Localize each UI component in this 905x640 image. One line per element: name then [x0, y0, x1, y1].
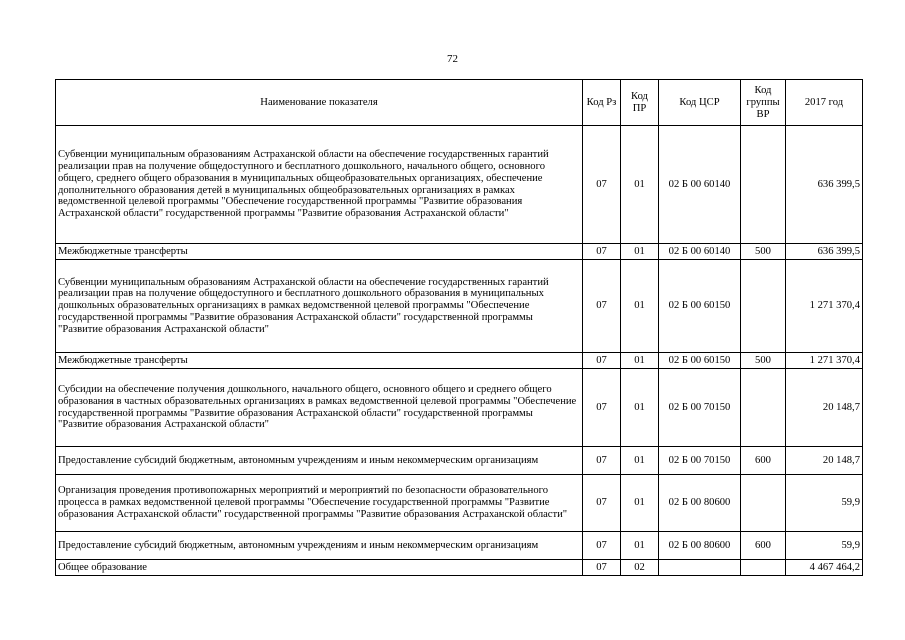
row-amount: 636 399,5 [786, 244, 863, 260]
row-csr [659, 560, 741, 576]
row-csr: 02 Б 00 60140 [659, 126, 741, 244]
row-vr [741, 126, 786, 244]
row-name: Организация проведения противопожарных мероприятий и мероприятий по безопасности образовательного процесса в рамках ведомственной целевой программы "Обеспечение государственной программы "Развитие образования Астраханской области" государственной программы "Развитие образования Астраханской области" [56, 475, 583, 532]
row-vr: 500 [741, 244, 786, 260]
row-pr: 01 [621, 244, 659, 260]
row-amount: 20 148,7 [786, 447, 863, 475]
row-name: Субвенции муниципальным образованиям Астраханской области на обеспечение государственных гарантий реализации прав на получение общедоступного и бесплатного дошкольного, начального общего, основного общего, среднего общего образования в муниципальных общеобразовательных организациях, обеспечение дополнительного образования детей в муниципальных общеобразовательных организациях в рамках ведомственной целевой программы "Обеспечение государственной программы "Развитие образования Астраханской области" государственной программы "Развитие образования Астраханской области" [56, 126, 583, 244]
header-name: Наименование показателя [56, 80, 583, 126]
row-vr [741, 260, 786, 353]
row-name: Межбюджетные трансферты [56, 353, 583, 369]
row-pr: 02 [621, 560, 659, 576]
header-pr: Код ПР [621, 80, 659, 126]
row-name: Субвенции муниципальным образованиям Астраханской области на обеспечение государственных гарантий реализации прав на получение общедоступного и бесплатного дошкольного образования в муниципальных дошкольных образовательных организациях в рамках ведомственной целевой программы "Обеспечение государственной программы "Развитие образования Астраханской области" государственной программы "Развитие образования Астраханской области" [56, 260, 583, 353]
table-header-row [56, 80, 863, 126]
row-vr [741, 475, 786, 532]
row-csr: 02 Б 00 70150 [659, 447, 741, 475]
header-csr: Код ЦСР [659, 80, 741, 126]
row-name: Предоставление субсидий бюджетным, автономным учреждениям и иным некоммерческим организациям [56, 532, 583, 560]
row-amount: 59,9 [786, 532, 863, 560]
row-csr: 02 Б 00 60150 [659, 260, 741, 353]
row-rz: 07 [583, 126, 621, 244]
row-vr: 600 [741, 447, 786, 475]
row-rz: 07 [583, 475, 621, 532]
table-row [56, 447, 863, 475]
row-amount: 20 148,7 [786, 369, 863, 447]
table-row [56, 369, 863, 447]
row-name: Предоставление субсидий бюджетным, автономным учреждениям и иным некоммерческим организациям [56, 447, 583, 475]
row-pr: 01 [621, 369, 659, 447]
row-vr: 500 [741, 353, 786, 369]
row-rz: 07 [583, 447, 621, 475]
table-row [56, 560, 863, 576]
row-vr: 600 [741, 532, 786, 560]
row-amount: 1 271 370,4 [786, 260, 863, 353]
row-rz: 07 [583, 560, 621, 576]
table-row [56, 475, 863, 532]
page-number: 72 [447, 53, 458, 65]
header-year: 2017 год [786, 80, 863, 126]
row-rz: 07 [583, 532, 621, 560]
row-csr: 02 Б 00 70150 [659, 369, 741, 447]
row-amount: 59,9 [786, 475, 863, 532]
row-amount: 1 271 370,4 [786, 353, 863, 369]
table-row [56, 260, 863, 353]
row-name: Субсидии на обеспечение получения дошкольного, начального общего, основного общего и среднего общего образования в частных образовательных организациях в рамках ведомственной целевой программы "Обеспечение государственной программы "Развитие образования Астраханской области" государственной программы "Развитие образования Астраханской области" [56, 369, 583, 447]
row-csr: 02 Б 00 60140 [659, 244, 741, 260]
row-vr [741, 369, 786, 447]
header-vr: Код группы ВР [741, 80, 786, 126]
header-rz: Код Рз [583, 80, 621, 126]
row-amount: 4 467 464,2 [786, 560, 863, 576]
row-csr: 02 Б 00 80600 [659, 475, 741, 532]
row-pr: 01 [621, 475, 659, 532]
row-pr: 01 [621, 447, 659, 475]
row-csr: 02 Б 00 60150 [659, 353, 741, 369]
row-amount: 636 399,5 [786, 126, 863, 244]
table-row [56, 353, 863, 369]
row-rz: 07 [583, 353, 621, 369]
row-rz: 07 [583, 369, 621, 447]
row-pr: 01 [621, 532, 659, 560]
row-pr: 01 [621, 126, 659, 244]
row-csr: 02 Б 00 80600 [659, 532, 741, 560]
row-rz: 07 [583, 244, 621, 260]
row-name: Межбюджетные трансферты [56, 244, 583, 260]
row-name: Общее образование [56, 560, 583, 576]
table-row [56, 532, 863, 560]
row-pr: 01 [621, 260, 659, 353]
budget-table [55, 79, 863, 576]
table-row [56, 126, 863, 244]
row-rz: 07 [583, 260, 621, 353]
row-vr [741, 560, 786, 576]
table-row [56, 244, 863, 260]
row-pr: 01 [621, 353, 659, 369]
